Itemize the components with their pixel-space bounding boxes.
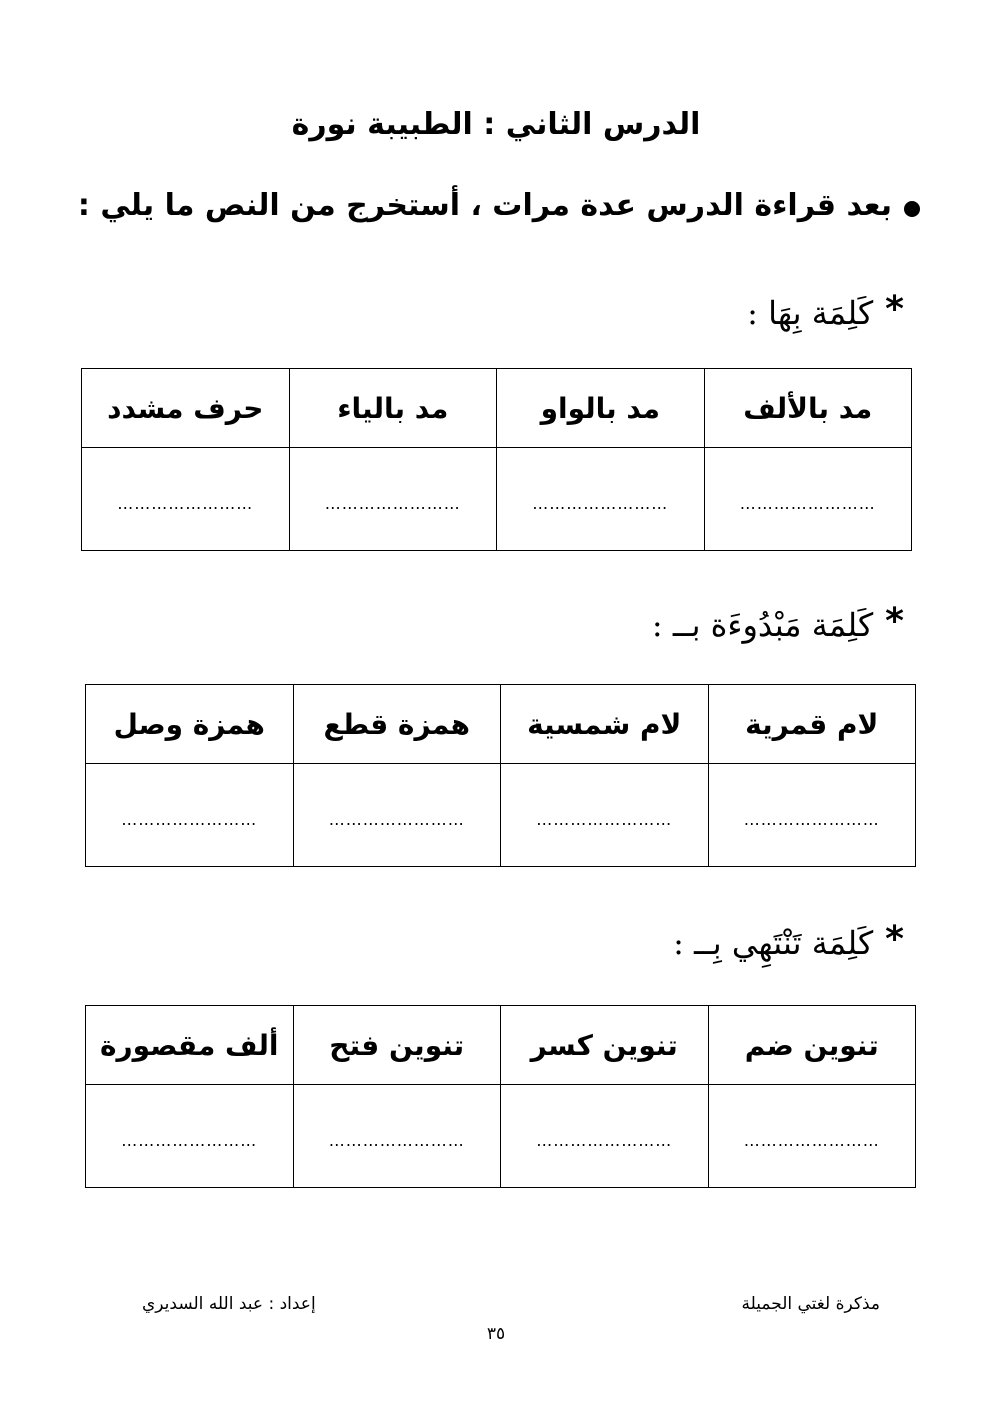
dotted-blank: …………………… — [743, 809, 880, 829]
table-header-row — [86, 1006, 916, 1085]
header-cell: لام قمرية — [708, 685, 916, 764]
asterisk-icon: * — [885, 289, 904, 330]
answer-cell[interactable] — [501, 764, 709, 867]
table-header-row — [86, 685, 916, 764]
table-answer-row — [82, 448, 912, 551]
header-cell: تنوين ضم — [708, 1006, 916, 1085]
answer-cell[interactable] — [501, 1085, 709, 1188]
section-1-label-text: كَلِمَة بِهَا : — [747, 294, 874, 332]
dotted-blank: …………………… — [117, 493, 254, 513]
answer-cell[interactable] — [293, 1085, 501, 1188]
section-3-table — [85, 1005, 916, 1188]
header-cell: ألف مقصورة — [86, 1006, 294, 1085]
header-cell: مد بالياء — [289, 369, 497, 448]
footer-author: إعداد : عبد الله السديري — [142, 1294, 316, 1314]
answer-cell[interactable] — [289, 448, 497, 551]
section-1-label — [747, 288, 904, 338]
asterisk-icon: * — [885, 601, 904, 642]
dotted-blank: …………………… — [121, 809, 258, 829]
section-2-label — [652, 600, 904, 650]
section-2-table — [85, 684, 916, 867]
answer-cell[interactable] — [86, 1085, 294, 1188]
page-number: ٣٥ — [486, 1324, 506, 1344]
answer-cell[interactable] — [293, 764, 501, 867]
header-cell: لام شمسية — [501, 685, 709, 764]
dotted-blank: …………………… — [121, 1130, 258, 1150]
table-answer-row — [86, 1085, 916, 1188]
dotted-blank: …………………… — [739, 493, 876, 513]
header-cell: همزة وصل — [86, 685, 294, 764]
bullet-icon — [904, 201, 920, 217]
header-cell: تنوين فتح — [293, 1006, 501, 1085]
answer-cell[interactable] — [708, 1085, 916, 1188]
section-2-label-text: كَلِمَة مَبْدُوءَة بــ : — [651, 606, 874, 644]
footer-book-title: مذكرة لغتي الجميلة — [741, 1294, 880, 1314]
section-3-label — [673, 918, 904, 968]
answer-cell[interactable] — [86, 764, 294, 867]
section-1-table — [81, 368, 912, 551]
header-cell: حرف مشدد — [82, 369, 290, 448]
instruction-line — [60, 178, 920, 234]
dotted-blank: …………………… — [324, 493, 461, 513]
instruction-text: بعد قراءة الدرس عدة مرات ، أستخرج من النص ما يلي : — [77, 188, 892, 223]
dotted-blank: …………………… — [536, 809, 673, 829]
header-cell: همزة قطع — [293, 685, 501, 764]
lesson-title: الدرس الثاني : الطبيبة نورة — [291, 107, 701, 142]
answer-cell[interactable] — [82, 448, 290, 551]
header-cell: مد بالألف — [704, 369, 912, 448]
header-cell: تنوين كسر — [501, 1006, 709, 1085]
answer-cell[interactable] — [708, 764, 916, 867]
dotted-blank: …………………… — [536, 1130, 673, 1150]
answer-cell[interactable] — [704, 448, 912, 551]
dotted-blank: …………………… — [328, 1130, 465, 1150]
header-cell: مد بالواو — [497, 369, 705, 448]
dotted-blank: …………………… — [743, 1130, 880, 1150]
answer-cell[interactable] — [497, 448, 705, 551]
table-answer-row — [86, 764, 916, 867]
dotted-blank: …………………… — [328, 809, 465, 829]
asterisk-icon: * — [885, 919, 904, 960]
section-3-label-text: كَلِمَة تَنْتَهِي بِــ : — [673, 924, 874, 962]
table-header-row — [82, 369, 912, 448]
dotted-blank: …………………… — [532, 493, 669, 513]
